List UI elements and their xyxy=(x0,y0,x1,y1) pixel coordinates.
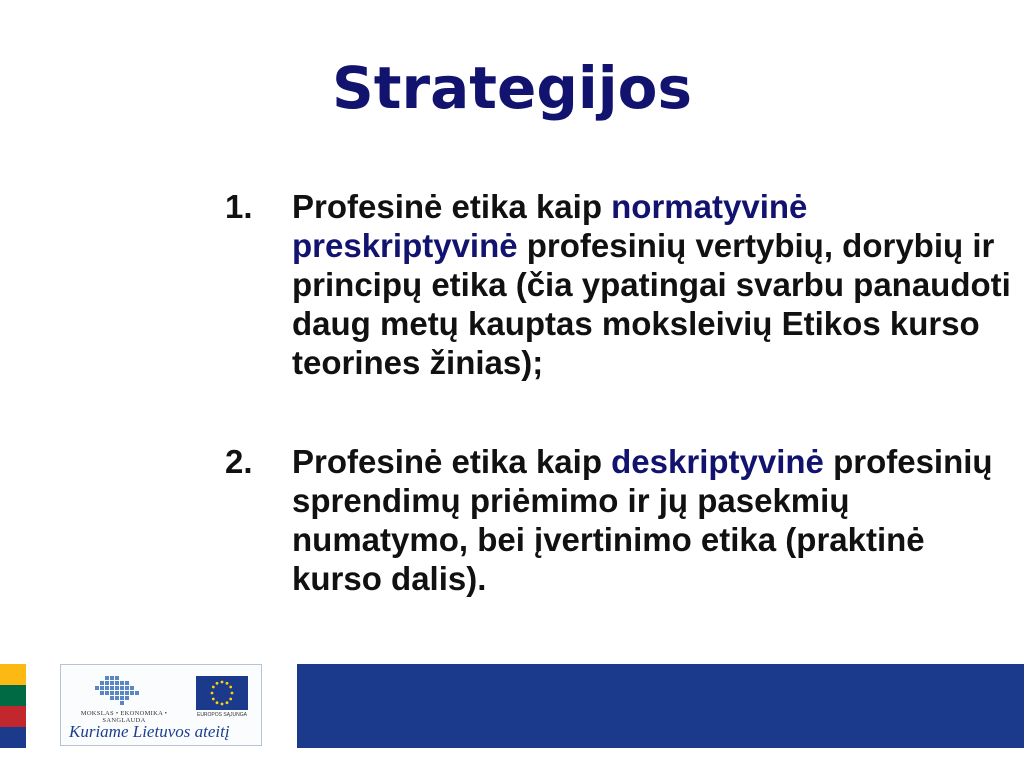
eu-flag-icon xyxy=(196,676,248,710)
slide-title: Strategijos xyxy=(332,54,692,122)
item-text-highlight: deskriptyvinė xyxy=(611,443,824,480)
list-item xyxy=(222,187,1022,382)
item-number: 1. xyxy=(225,188,253,225)
item-text-rest: profesinių sprendimų priėmimo ir jų pasekmių numatymo, bei įvertinimo etika (praktinė kurso dalis). xyxy=(292,443,993,597)
logo-motto: MOKSLAS • EKONOMIKA • SANGLAUDA xyxy=(80,710,168,724)
item-number: 2. xyxy=(225,443,253,480)
slogan: Kuriame Lietuvos ateitį xyxy=(69,722,230,741)
eu-funding-logo xyxy=(60,664,262,746)
flag-stripe-red xyxy=(0,706,26,727)
lithuanian-flag-strip xyxy=(0,664,26,748)
list-item xyxy=(222,442,1022,598)
footer-blue-bar xyxy=(297,664,1024,748)
flag-stripe-blue xyxy=(0,727,26,748)
flag-stripe-yellow xyxy=(0,664,26,685)
item-text-rest: profesinių vertybių, dorybių ir principų etika (čia ypatingai svarbu panaudoti daug metų kauptas moksleivių Etikos kurso teorines žinias); xyxy=(292,227,1011,381)
item-text-lead: Profesinė etika kaip xyxy=(292,188,612,225)
item-text-highlight: normatyvinė preskriptyvinė xyxy=(292,188,808,264)
strategy-list xyxy=(222,187,1022,598)
flag-stripe-green xyxy=(0,685,26,706)
item-text-lead: Profesinė etika kaip xyxy=(292,443,612,480)
eu-label: EUROPOS SĄJUNGA xyxy=(196,712,247,718)
lithuania-map-icon xyxy=(95,674,143,708)
